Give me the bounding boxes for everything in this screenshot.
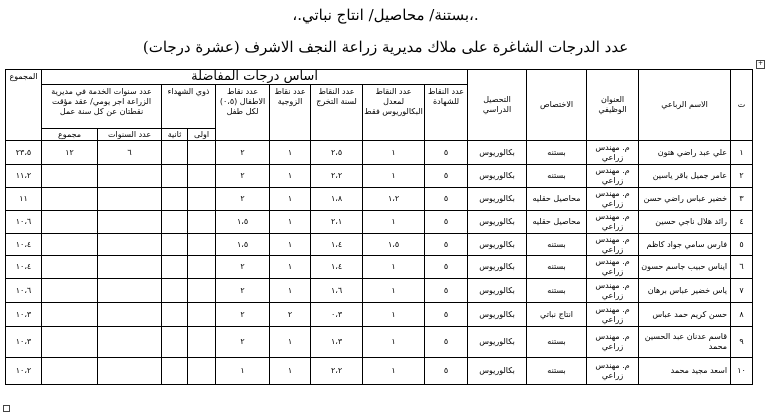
cell-ytotal [42,303,98,327]
cell-spouse: ١ [270,234,311,256]
cell-years [98,303,162,327]
cell-grad: ٢،٢ [311,358,363,385]
cell-grad: ٢،٥ [311,141,363,165]
header-years-count: عدد السنوات [98,129,162,141]
cell-total: ١٠،٤ [6,256,42,279]
header-specialty: الاختصاص [527,70,587,141]
cell-specialty: انتاج نباتي [527,303,587,327]
cell-children: ١ [216,358,270,385]
header-avg-points: عدد النقاط لمعدل البكالوريوس فقط [363,85,425,141]
cell-spouse: ١ [270,256,311,279]
cell-m1 [188,358,216,385]
cell-spouse: ١ [270,211,311,234]
cell-title: م. مهندس زراعي [587,256,639,279]
cell-name: اسعد مجيد محمد [639,358,731,385]
cell-education: بكالوريوس [468,279,527,303]
table-row [6,234,753,256]
cell-m2 [162,141,188,165]
cell-specialty: بستنه [527,165,587,188]
cell-m1 [188,256,216,279]
header-children-points: عدد نقاط الاطفال (٠،٥) لكل طفل [216,85,270,141]
cell-cert: ٥ [425,234,468,256]
cell-cert: ٥ [425,303,468,327]
table-row [6,165,753,188]
cell-avg: ١،٢ [363,188,425,211]
cell-grad: ١،٤ [311,256,363,279]
cell-name: حسن كريم حمد عباس [639,303,731,327]
cell-avg: ١ [363,327,425,358]
cell-avg: ١،٥ [363,234,425,256]
cell-seq: ٥ [731,234,753,256]
cell-total: ١٠،٦ [6,279,42,303]
cell-spouse: ١ [270,188,311,211]
cell-total: ٢٣،٥ [6,141,42,165]
cell-grad: ١،٤ [311,234,363,256]
cell-m2 [162,303,188,327]
cell-years [98,211,162,234]
cell-children: ٢ [216,165,270,188]
table-row [6,327,753,358]
cell-children: ٢ [216,188,270,211]
header-band-preference: اساس درجات المفاضلة [42,70,468,85]
header-grad-points: عدد النقاط لسنة التخرج [311,85,363,141]
header-martyrs: ذوي الشهداء [162,85,216,129]
cell-seq: ١٠ [731,358,753,385]
cell-spouse: ١ [270,358,311,385]
cell-avg: ١ [363,303,425,327]
cell-seq: ٩ [731,327,753,358]
cell-years [98,279,162,303]
table-row [6,256,753,279]
cell-education: بكالوريوس [468,256,527,279]
cell-specialty: بستنه [527,141,587,165]
cell-grad: ١،٨ [311,188,363,211]
cell-m2 [162,188,188,211]
table-resize-handle-icon[interactable] [3,405,10,412]
cell-children: ٢ [216,279,270,303]
cell-grad: ١،٦ [311,279,363,303]
cell-spouse: ١ [270,165,311,188]
header-martyrs-first: اولى [188,129,216,141]
cell-title: م. مهندس زراعي [587,211,639,234]
cell-cert: ٥ [425,211,468,234]
table-body [6,141,753,385]
table-row [6,358,753,385]
cell-education: بكالوريوس [468,327,527,358]
cell-name: عامر جميل باقر ياسين [639,165,731,188]
cell-grad: ٠،٣ [311,303,363,327]
cell-spouse: ٢ [270,303,311,327]
cell-ytotal [42,234,98,256]
cell-total: ١١،٢ [6,165,42,188]
table-row [6,303,753,327]
cell-title: م. مهندس زراعي [587,358,639,385]
header-martyrs-second: ثانية [162,129,188,141]
cell-children: ٢ [216,256,270,279]
cell-education: بكالوريوس [468,303,527,327]
cell-education: بكالوريوس [468,141,527,165]
cell-years [98,165,162,188]
header-years-total: مجموع [42,129,98,141]
cell-cert: ٥ [425,188,468,211]
cell-specialty: بستنه [527,279,587,303]
cell-grad: ١،٣ [311,327,363,358]
cell-avg: ١ [363,211,425,234]
cell-ytotal [42,188,98,211]
table-row [6,279,753,303]
cell-avg: ١ [363,165,425,188]
cell-total: ١٠،٣ [6,327,42,358]
document-subtitle: عدد الدرجات الشاغرة على ملاك مديرية زراعة النجف الاشرف (عشرة درجات) [142,38,629,56]
cell-m2 [162,256,188,279]
header-seq: ت [731,70,753,141]
cell-m1 [188,303,216,327]
header-name: الاسم الرباعي [639,70,731,141]
cell-seq: ٢ [731,165,753,188]
cell-total: ١٠،٢ [6,358,42,385]
cell-education: بكالوريوس [468,234,527,256]
candidates-table [5,69,753,385]
cell-years [98,256,162,279]
cell-grad: ٢،١ [311,211,363,234]
cell-cert: ٥ [425,358,468,385]
cell-total: ١٠،٣ [6,303,42,327]
cell-ytotal [42,256,98,279]
cell-cert: ٥ [425,279,468,303]
cell-ytotal [42,358,98,385]
cell-specialty: بستنه [527,256,587,279]
cell-ytotal [42,327,98,358]
cell-ytotal: ١٢ [42,141,98,165]
cell-avg: ١ [363,256,425,279]
cell-cert: ٥ [425,165,468,188]
cell-total: ١١ [6,188,42,211]
cell-m2 [162,358,188,385]
cell-name: ايناس حبيب جاسم حسون [639,256,731,279]
cell-ytotal [42,279,98,303]
cell-title: م. مهندس زراعي [587,327,639,358]
cell-cert: ٥ [425,256,468,279]
cell-name: ياس خضير عباس برهان [639,279,731,303]
header-total: المجموع [6,70,42,141]
table-row [6,141,753,165]
cell-m1 [188,165,216,188]
cell-m2 [162,211,188,234]
cell-m2 [162,165,188,188]
header-education: التحصيل الدراسي [468,70,527,141]
cell-seq: ٨ [731,303,753,327]
cell-children: ٢ [216,303,270,327]
cell-seq: ١ [731,141,753,165]
cell-title: م. مهندس زراعي [587,234,639,256]
cell-title: م. مهندس زراعي [587,165,639,188]
cell-specialty: بستنه [527,358,587,385]
cell-grad: ٢،٢ [311,165,363,188]
cell-years: ٦ [98,141,162,165]
header-cert-points: عدد النقاط للشهادة [425,85,468,141]
cell-children: ٢ [216,327,270,358]
cell-specialty: بستنه [527,234,587,256]
cell-m1 [188,327,216,358]
cell-avg: ١ [363,358,425,385]
cell-name: قاسم عدنان عبد الحسين محمد [639,327,731,358]
cell-m2 [162,279,188,303]
header-spouse-points: عدد نقاط الزوجية [270,85,311,141]
cell-years [98,358,162,385]
cell-seq: ٦ [731,256,753,279]
cell-m2 [162,327,188,358]
header-service: عدد سنوات الخدمة في مديرية الزراعة اجر يومي/ عقد مؤقت نقطتان عن كل سنة عمل [42,85,162,129]
cell-m1 [188,234,216,256]
cell-spouse: ١ [270,279,311,303]
cell-education: بكالوريوس [468,358,527,385]
table-row [6,188,753,211]
cell-seq: ٤ [731,211,753,234]
cell-title: م. مهندس زراعي [587,141,639,165]
cell-m1 [188,188,216,211]
cell-title: م. مهندس زراعي [587,188,639,211]
cell-m1 [188,279,216,303]
cell-spouse: ١ [270,327,311,358]
cell-total: ١٠،٦ [6,211,42,234]
cell-children: ١،٥ [216,234,270,256]
cell-education: بكالوريوس [468,165,527,188]
cell-specialty: محاصيل حقليه [527,188,587,211]
cell-years [98,234,162,256]
table-row [6,211,753,234]
cell-title: م. مهندس زراعي [587,303,639,327]
cell-children: ٢ [216,141,270,165]
cell-years [98,327,162,358]
cell-seq: ٧ [731,279,753,303]
cell-children: ١،٥ [216,211,270,234]
cell-spouse: ١ [270,141,311,165]
cell-specialty: محاصيل حقليه [527,211,587,234]
document-title: .،بستنة/ محاصيل/ انتاج نباتي.، [292,6,479,24]
cell-avg: ١ [363,141,425,165]
cell-education: بكالوريوس [468,188,527,211]
table-move-handle-icon[interactable]: + [757,60,764,67]
cell-ytotal [42,165,98,188]
cell-name: خضير عباس راضي حسن [639,188,731,211]
cell-total: ١٠،٤ [6,234,42,256]
cell-avg: ١ [363,279,425,303]
cell-title: م. مهندس زراعي [587,279,639,303]
header-job-title: العنوان الوظيفي [587,70,639,141]
cell-education: بكالوريوس [468,211,527,234]
cell-m2 [162,234,188,256]
cell-name: رائد هلال ناجي حسين [639,211,731,234]
cell-name: علي عبد راضي هتون [639,141,731,165]
cell-ytotal [42,211,98,234]
cell-m1 [188,211,216,234]
cell-name: فارس سامي جواد كاظم [639,234,731,256]
cell-cert: ٥ [425,141,468,165]
cell-years [98,188,162,211]
cell-cert: ٥ [425,327,468,358]
cell-m1 [188,141,216,165]
cell-seq: ٣ [731,188,753,211]
cell-specialty: بستنه [527,327,587,358]
